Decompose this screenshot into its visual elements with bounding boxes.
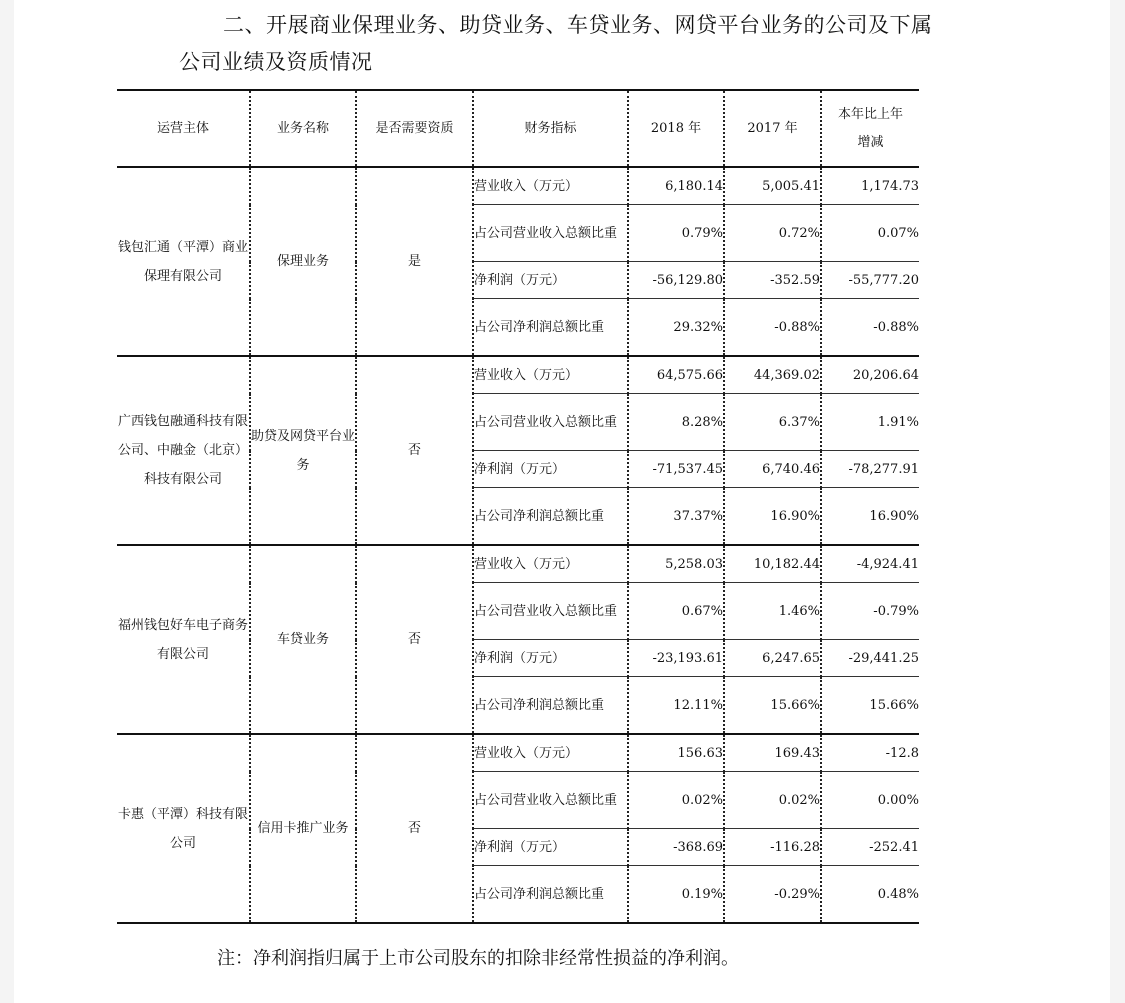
entity-cell: 福州钱包好车电子商务有限公司 <box>117 545 250 734</box>
value-2018-cell: -56,129.80 <box>628 262 724 299</box>
value-2018-cell: -368.69 <box>628 829 724 866</box>
value-change-cell: 16.90% <box>821 488 919 546</box>
value-change-cell: -252.41 <box>821 829 919 866</box>
value-2017-cell: 44,369.02 <box>724 356 821 394</box>
value-2018-cell: 0.79% <box>628 205 724 262</box>
value-change-cell: 15.66% <box>821 677 919 735</box>
value-2017-cell: -116.28 <box>724 829 821 866</box>
value-change-cell: 1.91% <box>821 394 919 451</box>
value-2017-cell: 1.46% <box>724 583 821 640</box>
section-heading-line2: 公司业绩及资质情况 <box>179 50 373 74</box>
value-2018-cell: 5,258.03 <box>628 545 724 583</box>
header-metric: 财务指标 <box>473 90 628 167</box>
metric-cell: 营业收入（万元） <box>473 356 628 394</box>
value-change-cell: -0.79% <box>821 583 919 640</box>
metric-cell: 营业收入（万元） <box>473 167 628 205</box>
document-page <box>14 0 1110 1003</box>
value-2018-cell: 37.37% <box>628 488 724 546</box>
business-cell: 助贷及网贷平台业务 <box>250 356 356 545</box>
value-change-cell: -12.8 <box>821 734 919 772</box>
metric-cell: 净利润（万元） <box>473 451 628 488</box>
value-2017-cell: -352.59 <box>724 262 821 299</box>
value-2017-cell: 6,247.65 <box>724 640 821 677</box>
value-2017-cell: 169.43 <box>724 734 821 772</box>
value-2018-cell: 8.28% <box>628 394 724 451</box>
value-change-cell: -78,277.91 <box>821 451 919 488</box>
value-2017-cell: 0.02% <box>724 772 821 829</box>
header-qualification: 是否需要资质 <box>356 90 473 167</box>
metric-cell: 占公司净利润总额比重 <box>473 866 628 924</box>
table-row <box>117 734 919 772</box>
value-2018-cell: 6,180.14 <box>628 167 724 205</box>
value-2018-cell: 29.32% <box>628 299 724 357</box>
value-2018-cell: 0.67% <box>628 583 724 640</box>
value-change-cell: -55,777.20 <box>821 262 919 299</box>
metric-cell: 占公司净利润总额比重 <box>473 677 628 735</box>
metric-cell: 净利润（万元） <box>473 640 628 677</box>
value-change-cell: -4,924.41 <box>821 545 919 583</box>
header-business: 业务名称 <box>250 90 356 167</box>
value-2017-cell: 6,740.46 <box>724 451 821 488</box>
business-cell: 信用卡推广业务 <box>250 734 356 923</box>
value-2017-cell: 0.72% <box>724 205 821 262</box>
metric-cell: 净利润（万元） <box>473 829 628 866</box>
table-row <box>117 167 919 205</box>
value-2018-cell: 0.02% <box>628 772 724 829</box>
value-change-cell: 0.48% <box>821 866 919 924</box>
footnote: 注：净利润指归属于上市公司股东的扣除非经常性损益的净利润。 <box>217 948 739 969</box>
value-2017-cell: 5,005.41 <box>724 167 821 205</box>
section-heading-line1: 二、开展商业保理业务、助贷业务、车贷业务、网贷平台业务的公司及下属 <box>223 13 933 37</box>
metric-cell: 净利润（万元） <box>473 262 628 299</box>
header-entity: 运营主体 <box>117 90 250 167</box>
qualification-cell: 否 <box>356 734 473 923</box>
metric-cell: 占公司净利润总额比重 <box>473 488 628 546</box>
table-row <box>117 356 919 394</box>
entity-cell: 钱包汇通（平潭）商业保理有限公司 <box>117 167 250 356</box>
value-change-cell: 1,174.73 <box>821 167 919 205</box>
qualification-cell: 是 <box>356 167 473 356</box>
value-2018-cell: 0.19% <box>628 866 724 924</box>
header-2018: 2018 年 <box>628 90 724 167</box>
metric-cell: 占公司营业收入总额比重 <box>473 205 628 262</box>
business-cell: 车贷业务 <box>250 545 356 734</box>
table-header-row <box>117 90 919 167</box>
value-change-cell: 20,206.64 <box>821 356 919 394</box>
financial-table <box>117 89 919 924</box>
business-cell: 保理业务 <box>250 167 356 356</box>
value-2017-cell: 15.66% <box>724 677 821 735</box>
value-2018-cell: 12.11% <box>628 677 724 735</box>
value-2017-cell: 6.37% <box>724 394 821 451</box>
value-2017-cell: 16.90% <box>724 488 821 546</box>
entity-cell: 卡惠（平潭）科技有限公司 <box>117 734 250 923</box>
metric-cell: 占公司营业收入总额比重 <box>473 583 628 640</box>
metric-cell: 占公司净利润总额比重 <box>473 299 628 357</box>
value-2018-cell: -23,193.61 <box>628 640 724 677</box>
value-change-cell: 0.00% <box>821 772 919 829</box>
value-2017-cell: -0.29% <box>724 866 821 924</box>
value-change-cell: 0.07% <box>821 205 919 262</box>
value-2018-cell: -71,537.45 <box>628 451 724 488</box>
qualification-cell: 否 <box>356 356 473 545</box>
header-change: 本年比上年增减 <box>821 90 919 167</box>
metric-cell: 营业收入（万元） <box>473 545 628 583</box>
entity-cell: 广西钱包融通科技有限公司、中融金（北京）科技有限公司 <box>117 356 250 545</box>
metric-cell: 占公司营业收入总额比重 <box>473 772 628 829</box>
table-row <box>117 545 919 583</box>
value-2017-cell: -0.88% <box>724 299 821 357</box>
value-2017-cell: 10,182.44 <box>724 545 821 583</box>
metric-cell: 营业收入（万元） <box>473 734 628 772</box>
metric-cell: 占公司营业收入总额比重 <box>473 394 628 451</box>
header-2017: 2017 年 <box>724 90 821 167</box>
value-2018-cell: 156.63 <box>628 734 724 772</box>
value-2018-cell: 64,575.66 <box>628 356 724 394</box>
value-change-cell: -29,441.25 <box>821 640 919 677</box>
qualification-cell: 否 <box>356 545 473 734</box>
value-change-cell: -0.88% <box>821 299 919 357</box>
